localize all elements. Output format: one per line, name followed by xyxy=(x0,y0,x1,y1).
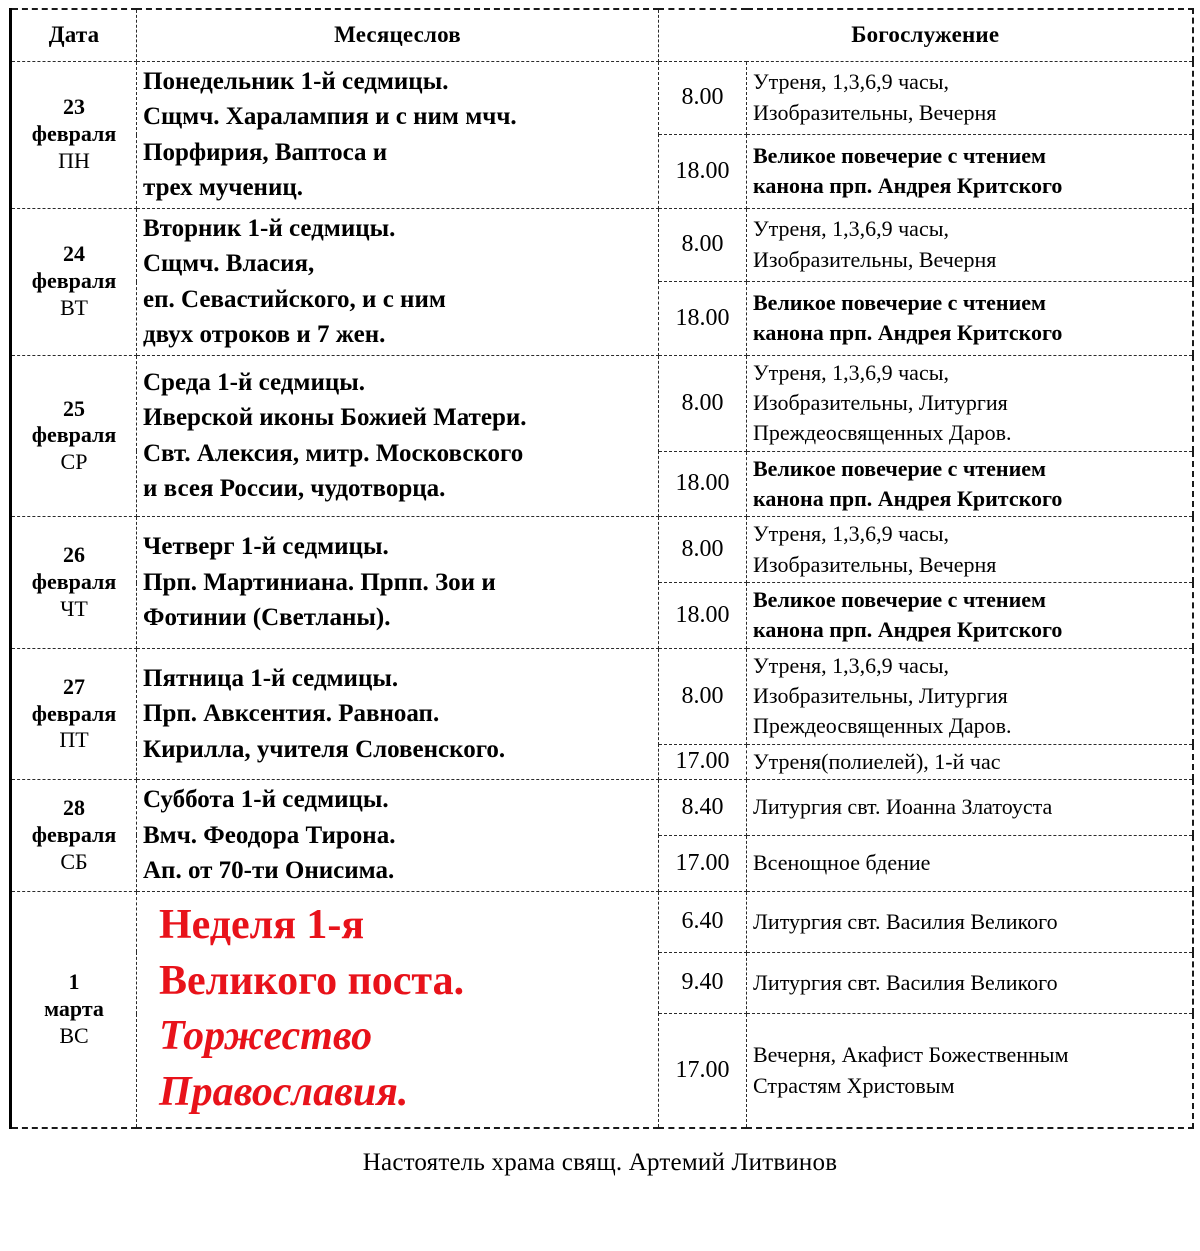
footer-signature: Настоятель храма свящ. Артемий Литвинов xyxy=(362,1149,838,1177)
date-month: февраля xyxy=(31,569,117,595)
menologion-line: Иверской иконы Божией Матери. xyxy=(143,404,527,432)
schedule-sheet xyxy=(0,8,1200,1251)
date-month: февраля xyxy=(31,121,117,147)
menologion-cell-feast xyxy=(137,891,659,1128)
date-weekday: СБ xyxy=(60,848,88,874)
menologion-line: Прп. Мартиниана. Прпп. Зои и xyxy=(143,568,496,596)
menologion-line: еп. Севастийского, и с ним xyxy=(143,285,446,313)
date-cell xyxy=(11,355,137,517)
column-header-menologion: Месяцеслов xyxy=(137,9,659,61)
table-row xyxy=(11,780,1193,836)
menologion-line: Прп. Авксентия. Равноап. xyxy=(143,700,440,728)
service-description-line: Изобразительны, Вечерня xyxy=(753,99,997,125)
date-day: 1 xyxy=(68,969,80,995)
service-time: 17.00 xyxy=(659,1014,747,1129)
service-description-line: Всенощное бдение xyxy=(753,850,931,876)
service-schedule-table xyxy=(9,8,1194,1129)
menologion-line: трех мучениц. xyxy=(143,174,304,201)
date-cell xyxy=(11,208,137,355)
date-weekday: ЧТ xyxy=(60,595,88,621)
table-row xyxy=(11,355,1193,451)
menologion-line: Свт. Алексия, митр. Московского xyxy=(143,439,524,467)
table-header xyxy=(11,9,1193,61)
service-description-line: Великое повечерие с чтением xyxy=(753,289,1047,315)
date-day: 25 xyxy=(63,395,85,421)
service-time: 8.40 xyxy=(659,780,747,836)
service-time: 8.00 xyxy=(659,61,747,135)
service-description xyxy=(747,891,1193,952)
feast-title-line: Неделя 1-я xyxy=(159,901,365,948)
menologion-cell xyxy=(137,648,659,779)
service-description xyxy=(747,648,1193,744)
header-row xyxy=(11,9,1193,61)
feast-subtitle-line: Православия. xyxy=(159,1069,409,1116)
menologion-cell xyxy=(137,61,659,208)
menologion-line: Среда 1-й седмицы. xyxy=(143,368,366,396)
date-month: февраля xyxy=(31,422,117,448)
service-time: 8.00 xyxy=(659,355,747,451)
date-day: 26 xyxy=(63,542,85,568)
service-description-line: Утреня, 1,3,6,9 часы, xyxy=(753,652,949,678)
table-body xyxy=(11,61,1193,1128)
service-description-line: Литургия свт. Василия Великого xyxy=(753,908,1058,934)
date-month: февраля xyxy=(31,268,117,294)
date-day: 28 xyxy=(63,795,85,821)
column-header-service: Богослужение xyxy=(659,9,1193,61)
menologion-line: Порфирия, Ваптоса и xyxy=(143,138,388,166)
menologion-line: двух отроков и 7 жен. xyxy=(143,321,386,348)
column-header-date: Дата xyxy=(11,9,137,61)
service-description xyxy=(747,61,1193,135)
service-description xyxy=(747,780,1193,836)
date-weekday: СР xyxy=(60,449,88,475)
menologion-line: Пятница 1-й седмицы. xyxy=(143,664,399,692)
service-description xyxy=(747,952,1193,1013)
date-cell xyxy=(11,61,137,208)
service-description xyxy=(747,744,1193,779)
date-day: 23 xyxy=(63,94,85,120)
service-description xyxy=(747,282,1193,356)
service-description-line: Преждеосвященных Даров. xyxy=(753,420,1012,446)
service-time: 8.00 xyxy=(659,208,747,282)
date-cell xyxy=(11,891,137,1128)
service-description-line: канона прп. Андрея Критского xyxy=(753,485,1063,511)
menologion-cell xyxy=(137,780,659,892)
menologion-line: Вторник 1-й седмицы. xyxy=(143,214,396,242)
table-row xyxy=(11,891,1193,952)
menologion-line: Сщмч. Харалампия и с ним мчч. xyxy=(143,103,517,130)
service-description xyxy=(747,208,1193,282)
service-description-line: канона прп. Андрея Критского xyxy=(753,617,1063,643)
feast-title-line: Великого поста. xyxy=(159,957,465,1004)
menologion-line: Сщмч. Власия, xyxy=(143,250,315,277)
service-time: 18.00 xyxy=(659,282,747,356)
service-time: 6.40 xyxy=(659,891,747,952)
service-description-line: канона прп. Андрея Критского xyxy=(753,173,1063,199)
service-description-line: канона прп. Андрея Критского xyxy=(753,320,1063,346)
service-description-line: Утреня(полиелей), 1-й час xyxy=(753,748,1001,774)
service-description-line: Вечерня, Акафист Божественным xyxy=(753,1042,1069,1068)
service-description-line: Великое повечерие с чтением xyxy=(753,455,1047,481)
date-day: 24 xyxy=(63,241,85,267)
date-cell xyxy=(11,517,137,648)
date-day: 27 xyxy=(63,673,85,699)
date-weekday: ВС xyxy=(59,1022,89,1048)
service-description-line: Изобразительны, Литургия xyxy=(753,683,1008,709)
menologion-line: и всея России, чудотворца. xyxy=(143,475,446,503)
service-description-line: Великое повечерие с чтением xyxy=(753,587,1047,613)
service-description xyxy=(747,355,1193,451)
date-month: февраля xyxy=(31,822,117,847)
date-month: марта xyxy=(44,995,104,1021)
service-description-line: Утреня, 1,3,6,9 часы, xyxy=(753,521,949,547)
service-description-line: Изобразительны, Вечерня xyxy=(753,551,997,577)
menologion-cell xyxy=(137,208,659,355)
menologion-line: Суббота 1-й седмицы. xyxy=(143,786,389,814)
service-time: 18.00 xyxy=(659,135,747,209)
service-description-line: Преждеосвященных Даров. xyxy=(753,713,1012,739)
table-row xyxy=(11,61,1193,135)
service-time: 8.00 xyxy=(659,648,747,744)
menologion-line: Ап. от 70-ти Онисима. xyxy=(143,857,395,885)
feast-subtitle-line: Торжество xyxy=(159,1013,373,1060)
date-weekday: ПН xyxy=(58,147,90,173)
service-description xyxy=(747,135,1193,209)
menologion-line: Понедельник 1-й седмицы. xyxy=(143,67,449,95)
service-description xyxy=(747,583,1193,649)
service-description-line: Литургия свт. Василия Великого xyxy=(753,969,1058,995)
service-time: 18.00 xyxy=(659,583,747,649)
service-description xyxy=(747,517,1193,583)
service-time: 17.00 xyxy=(659,744,747,779)
table-row xyxy=(11,648,1193,744)
menologion-line: Фотинии (Светланы). xyxy=(143,604,391,632)
service-time: 9.40 xyxy=(659,952,747,1013)
service-description-line: Литургия свт. Иоанна Златоуста xyxy=(753,794,1053,820)
date-cell xyxy=(11,648,137,779)
menologion-line: Четверг 1-й седмицы. xyxy=(143,533,389,561)
date-weekday: ВТ xyxy=(60,294,88,320)
service-time: 18.00 xyxy=(659,451,747,517)
date-weekday: ПТ xyxy=(59,727,89,753)
date-month: февраля xyxy=(31,700,117,726)
date-cell xyxy=(11,780,137,892)
menologion-line: Вмч. Феодора Тирона. xyxy=(143,821,396,849)
table-row xyxy=(11,517,1193,583)
menologion-cell xyxy=(137,517,659,648)
service-description-line: Утреня, 1,3,6,9 часы, xyxy=(753,216,949,242)
service-description xyxy=(747,1014,1193,1129)
service-time: 17.00 xyxy=(659,835,747,891)
menologion-cell xyxy=(137,355,659,517)
service-description-line: Утреня, 1,3,6,9 часы, xyxy=(753,69,949,95)
service-description-line: Утреня, 1,3,6,9 часы, xyxy=(753,359,949,385)
service-time: 8.00 xyxy=(659,517,747,583)
service-description-line: Великое повечерие с чтением xyxy=(753,142,1047,168)
table-row xyxy=(11,208,1193,282)
service-description-line: Изобразительны, Вечерня xyxy=(753,246,997,272)
service-description xyxy=(747,451,1193,517)
service-description-line: Страстям Христовым xyxy=(753,1072,955,1098)
service-description-line: Изобразительны, Литургия xyxy=(753,389,1008,415)
menologion-line: Кирилла, учителя Словенского. xyxy=(143,735,506,763)
service-description xyxy=(747,835,1193,891)
